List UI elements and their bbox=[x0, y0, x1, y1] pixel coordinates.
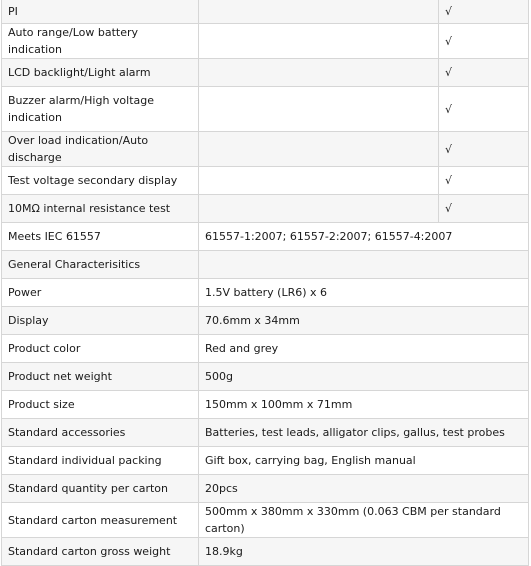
row-value: 1.5V battery (LR6) x 6 bbox=[199, 279, 529, 307]
row-value: 18.9kg bbox=[199, 538, 529, 566]
row-label: Auto range/Low battery indication bbox=[2, 24, 199, 59]
row-value: 20pcs bbox=[199, 475, 529, 503]
row-value: 500g bbox=[199, 363, 529, 391]
row-label: Over load indication/Auto discharge bbox=[2, 132, 199, 167]
row-value: 150mm x 100mm x 71mm bbox=[199, 391, 529, 419]
table-row-net-weight bbox=[2, 363, 529, 391]
row-label: Display bbox=[2, 307, 199, 335]
row-empty-cell bbox=[199, 0, 439, 24]
table-row-gross-weight bbox=[2, 538, 529, 566]
row-label: Meets IEC 61557 bbox=[2, 223, 199, 251]
table-row-standard bbox=[2, 223, 529, 251]
table-row-secondary-display bbox=[2, 167, 529, 195]
check-mark: √ bbox=[439, 167, 529, 195]
table-row-product-size bbox=[2, 391, 529, 419]
table-row-carton-measurement bbox=[2, 503, 529, 538]
row-value: 61557-1:2007; 61557-2:2007; 61557-4:2007 bbox=[199, 223, 529, 251]
table-row-auto-range bbox=[2, 24, 529, 59]
row-empty-cell bbox=[199, 24, 439, 59]
table-row-accessories bbox=[2, 419, 529, 447]
check-mark: √ bbox=[439, 24, 529, 59]
row-label: Standard quantity per carton bbox=[2, 475, 199, 503]
check-mark: √ bbox=[439, 195, 529, 223]
section-heading-empty bbox=[199, 251, 529, 279]
table-row-product-color bbox=[2, 335, 529, 363]
row-empty-cell bbox=[199, 59, 439, 87]
specification-table bbox=[1, 0, 529, 566]
row-value: Batteries, test leads, alligator clips, gallus, test probes bbox=[199, 419, 529, 447]
table-row-quantity-per-carton bbox=[2, 475, 529, 503]
table-row-lcd-backlight bbox=[2, 59, 529, 87]
row-label: Product size bbox=[2, 391, 199, 419]
check-mark: √ bbox=[439, 132, 529, 167]
row-label: Product net weight bbox=[2, 363, 199, 391]
row-label: Standard accessories bbox=[2, 419, 199, 447]
row-label: Test voltage secondary display bbox=[2, 167, 199, 195]
table-row-buzzer-alarm bbox=[2, 87, 529, 132]
row-empty-cell bbox=[199, 87, 439, 132]
table-row-pi bbox=[2, 0, 529, 24]
row-label: Product color bbox=[2, 335, 199, 363]
check-mark: √ bbox=[439, 59, 529, 87]
section-heading: General Characterisitics bbox=[2, 251, 199, 279]
specification-table-body bbox=[2, 0, 529, 566]
row-label: Standard carton measurement bbox=[2, 503, 199, 538]
row-label: Buzzer alarm/High voltage indication bbox=[2, 87, 199, 132]
row-empty-cell bbox=[199, 195, 439, 223]
row-label: PI bbox=[2, 0, 199, 24]
table-row-display bbox=[2, 307, 529, 335]
row-label: Standard carton gross weight bbox=[2, 538, 199, 566]
check-mark: √ bbox=[439, 0, 529, 24]
row-empty-cell bbox=[199, 132, 439, 167]
row-value: 70.6mm x 34mm bbox=[199, 307, 529, 335]
row-label: 10MΩ internal resistance test bbox=[2, 195, 199, 223]
row-label: Standard individual packing bbox=[2, 447, 199, 475]
table-row-individual-packing bbox=[2, 447, 529, 475]
row-empty-cell bbox=[199, 167, 439, 195]
table-row-internal-resistance bbox=[2, 195, 529, 223]
table-row-power bbox=[2, 279, 529, 307]
row-label: Power bbox=[2, 279, 199, 307]
section-heading-row bbox=[2, 251, 529, 279]
row-label: LCD backlight/Light alarm bbox=[2, 59, 199, 87]
row-value: Gift box, carrying bag, English manual bbox=[199, 447, 529, 475]
row-value: Red and grey bbox=[199, 335, 529, 363]
row-value: 500mm x 380mm x 330mm (0.063 CBM per standard carton) bbox=[199, 503, 529, 538]
table-row-overload bbox=[2, 132, 529, 167]
check-mark: √ bbox=[439, 87, 529, 132]
